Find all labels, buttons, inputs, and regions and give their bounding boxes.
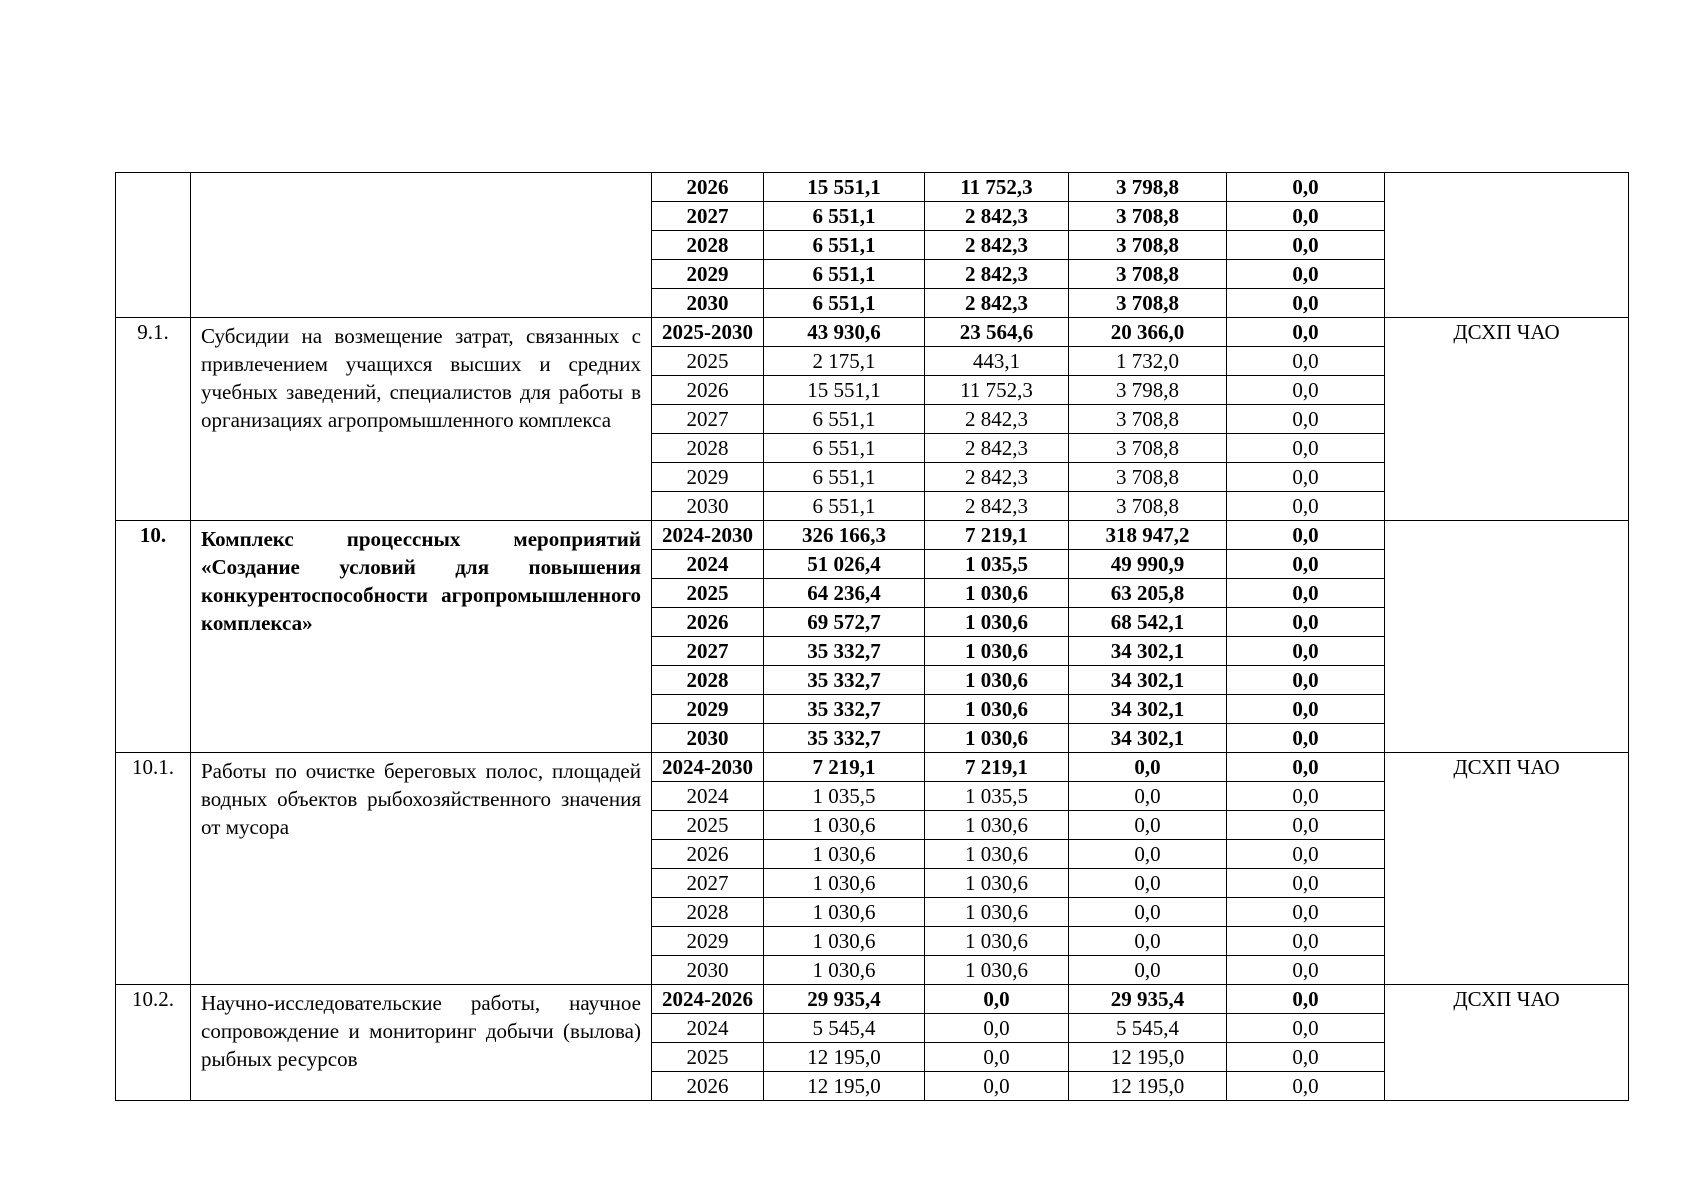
executor-cell: ДСХП ЧАО	[1385, 753, 1629, 985]
total-cell: 5 545,4	[764, 1014, 925, 1043]
source-3-cell: 0,0	[1227, 782, 1385, 811]
item-name: Научно-исследовательские работы, научное сопровождение и мониторинг добычи (вылова) рыбных ресурсов	[191, 985, 652, 1101]
source-2-cell: 3 798,8	[1069, 173, 1227, 202]
source-2-cell: 12 195,0	[1069, 1043, 1227, 1072]
year-cell: 2024-2026	[652, 985, 764, 1014]
source-3-cell: 0,0	[1227, 318, 1385, 347]
source-2-cell: 318 947,2	[1069, 521, 1227, 550]
item-name: Субсидии на возмещение затрат, связанных с привлечением учащихся высших и средних учебных заведений, специалистов для работы в организациях агропромышленного комплекса	[191, 318, 652, 521]
year-cell: 2029	[652, 260, 764, 289]
year-cell: 2026	[652, 173, 764, 202]
year-cell: 2025	[652, 347, 764, 376]
source-3-cell: 0,0	[1227, 347, 1385, 376]
source-1-cell: 2 842,3	[925, 289, 1069, 318]
table-row	[116, 521, 1629, 550]
source-2-cell: 5 545,4	[1069, 1014, 1227, 1043]
year-cell: 2028	[652, 666, 764, 695]
executor-cell: ДСХП ЧАО	[1385, 985, 1629, 1101]
source-1-cell: 23 564,6	[925, 318, 1069, 347]
total-cell: 326 166,3	[764, 521, 925, 550]
source-1-cell: 0,0	[925, 1043, 1069, 1072]
year-cell: 2024	[652, 550, 764, 579]
source-3-cell: 0,0	[1227, 231, 1385, 260]
source-3-cell: 0,0	[1227, 173, 1385, 202]
source-2-cell: 49 990,9	[1069, 550, 1227, 579]
total-cell: 6 551,1	[764, 434, 925, 463]
total-cell: 12 195,0	[764, 1043, 925, 1072]
source-2-cell: 1 732,0	[1069, 347, 1227, 376]
source-3-cell: 0,0	[1227, 608, 1385, 637]
source-2-cell: 34 302,1	[1069, 637, 1227, 666]
year-cell: 2026	[652, 608, 764, 637]
year-cell: 2029	[652, 927, 764, 956]
source-1-cell: 0,0	[925, 1014, 1069, 1043]
source-3-cell: 0,0	[1227, 1072, 1385, 1101]
source-2-cell: 29 935,4	[1069, 985, 1227, 1014]
year-cell: 2025	[652, 811, 764, 840]
total-cell: 51 026,4	[764, 550, 925, 579]
year-cell: 2028	[652, 434, 764, 463]
source-1-cell: 1 030,6	[925, 666, 1069, 695]
source-3-cell: 0,0	[1227, 666, 1385, 695]
source-1-cell: 1 030,6	[925, 927, 1069, 956]
year-cell: 2024	[652, 782, 764, 811]
source-3-cell: 0,0	[1227, 637, 1385, 666]
year-cell: 2027	[652, 202, 764, 231]
source-1-cell: 1 035,5	[925, 782, 1069, 811]
total-cell: 1 030,6	[764, 840, 925, 869]
item-number: 10.2.	[116, 985, 191, 1101]
year-cell: 2030	[652, 289, 764, 318]
total-cell: 6 551,1	[764, 463, 925, 492]
table-body	[116, 173, 1629, 1101]
source-1-cell: 1 030,6	[925, 695, 1069, 724]
source-1-cell: 0,0	[925, 1072, 1069, 1101]
total-cell: 1 030,6	[764, 927, 925, 956]
total-cell: 12 195,0	[764, 1072, 925, 1101]
source-3-cell: 0,0	[1227, 260, 1385, 289]
source-3-cell: 0,0	[1227, 927, 1385, 956]
source-1-cell: 1 030,6	[925, 637, 1069, 666]
total-cell: 43 930,6	[764, 318, 925, 347]
source-2-cell: 0,0	[1069, 782, 1227, 811]
source-2-cell: 3 708,8	[1069, 463, 1227, 492]
source-1-cell: 2 842,3	[925, 492, 1069, 521]
year-cell: 2025	[652, 1043, 764, 1072]
source-3-cell: 0,0	[1227, 840, 1385, 869]
source-2-cell: 34 302,1	[1069, 695, 1227, 724]
source-3-cell: 0,0	[1227, 811, 1385, 840]
source-3-cell: 0,0	[1227, 724, 1385, 753]
source-2-cell: 3 708,8	[1069, 289, 1227, 318]
total-cell: 29 935,4	[764, 985, 925, 1014]
year-cell: 2027	[652, 637, 764, 666]
source-1-cell: 1 030,6	[925, 579, 1069, 608]
source-1-cell: 2 842,3	[925, 405, 1069, 434]
year-cell: 2030	[652, 492, 764, 521]
source-3-cell: 0,0	[1227, 405, 1385, 434]
source-3-cell: 0,0	[1227, 463, 1385, 492]
year-cell: 2029	[652, 695, 764, 724]
total-cell: 6 551,1	[764, 260, 925, 289]
total-cell: 15 551,1	[764, 376, 925, 405]
table-row	[116, 318, 1629, 347]
total-cell: 35 332,7	[764, 724, 925, 753]
executor-cell: ДСХП ЧАО	[1385, 318, 1629, 521]
source-3-cell: 0,0	[1227, 289, 1385, 318]
source-2-cell: 0,0	[1069, 956, 1227, 985]
total-cell: 6 551,1	[764, 202, 925, 231]
source-2-cell: 0,0	[1069, 869, 1227, 898]
source-1-cell: 1 030,6	[925, 811, 1069, 840]
source-3-cell: 0,0	[1227, 1014, 1385, 1043]
total-cell: 6 551,1	[764, 231, 925, 260]
source-2-cell: 68 542,1	[1069, 608, 1227, 637]
source-3-cell: 0,0	[1227, 521, 1385, 550]
source-1-cell: 2 842,3	[925, 231, 1069, 260]
total-cell: 35 332,7	[764, 695, 925, 724]
source-1-cell: 0,0	[925, 985, 1069, 1014]
total-cell: 1 030,6	[764, 869, 925, 898]
year-cell: 2029	[652, 463, 764, 492]
total-cell: 6 551,1	[764, 492, 925, 521]
year-cell: 2024	[652, 1014, 764, 1043]
source-2-cell: 3 708,8	[1069, 434, 1227, 463]
total-cell: 15 551,1	[764, 173, 925, 202]
total-cell: 6 551,1	[764, 405, 925, 434]
source-3-cell: 0,0	[1227, 202, 1385, 231]
table-row	[116, 173, 1629, 202]
total-cell: 1 035,5	[764, 782, 925, 811]
source-3-cell: 0,0	[1227, 869, 1385, 898]
total-cell: 64 236,4	[764, 579, 925, 608]
item-name	[191, 173, 652, 318]
year-cell: 2028	[652, 898, 764, 927]
source-2-cell: 0,0	[1069, 927, 1227, 956]
year-cell: 2025-2030	[652, 318, 764, 347]
total-cell: 35 332,7	[764, 666, 925, 695]
source-3-cell: 0,0	[1227, 376, 1385, 405]
executor-cell	[1385, 521, 1629, 753]
source-3-cell: 0,0	[1227, 985, 1385, 1014]
source-1-cell: 11 752,3	[925, 173, 1069, 202]
item-number: 10.	[116, 521, 191, 753]
year-cell: 2028	[652, 231, 764, 260]
table-row	[116, 753, 1629, 782]
budget-table	[115, 172, 1629, 1101]
source-2-cell: 0,0	[1069, 811, 1227, 840]
source-3-cell: 0,0	[1227, 898, 1385, 927]
source-2-cell: 0,0	[1069, 898, 1227, 927]
source-3-cell: 0,0	[1227, 753, 1385, 782]
source-2-cell: 0,0	[1069, 840, 1227, 869]
source-1-cell: 7 219,1	[925, 753, 1069, 782]
source-2-cell: 12 195,0	[1069, 1072, 1227, 1101]
source-2-cell: 0,0	[1069, 753, 1227, 782]
source-1-cell: 2 842,3	[925, 260, 1069, 289]
item-number	[116, 173, 191, 318]
year-cell: 2030	[652, 724, 764, 753]
source-1-cell: 1 030,6	[925, 869, 1069, 898]
source-3-cell: 0,0	[1227, 492, 1385, 521]
total-cell: 1 030,6	[764, 956, 925, 985]
total-cell: 7 219,1	[764, 753, 925, 782]
source-2-cell: 34 302,1	[1069, 666, 1227, 695]
source-1-cell: 2 842,3	[925, 202, 1069, 231]
year-cell: 2024-2030	[652, 521, 764, 550]
total-cell: 35 332,7	[764, 637, 925, 666]
source-2-cell: 3 708,8	[1069, 231, 1227, 260]
item-number: 10.1.	[116, 753, 191, 985]
source-3-cell: 0,0	[1227, 434, 1385, 463]
source-1-cell: 2 842,3	[925, 434, 1069, 463]
year-cell: 2026	[652, 840, 764, 869]
source-1-cell: 1 030,6	[925, 898, 1069, 927]
source-1-cell: 1 030,6	[925, 724, 1069, 753]
table-row	[116, 985, 1629, 1014]
year-cell: 2024-2030	[652, 753, 764, 782]
item-name: Работы по очистке береговых полос, площадей водных объектов рыбохозяйственного значения от мусора	[191, 753, 652, 985]
year-cell: 2027	[652, 869, 764, 898]
source-1-cell: 11 752,3	[925, 376, 1069, 405]
source-2-cell: 63 205,8	[1069, 579, 1227, 608]
total-cell: 1 030,6	[764, 811, 925, 840]
source-1-cell: 443,1	[925, 347, 1069, 376]
total-cell: 1 030,6	[764, 898, 925, 927]
year-cell: 2030	[652, 956, 764, 985]
source-2-cell: 34 302,1	[1069, 724, 1227, 753]
source-2-cell: 20 366,0	[1069, 318, 1227, 347]
source-2-cell: 3 798,8	[1069, 376, 1227, 405]
source-1-cell: 1 030,6	[925, 840, 1069, 869]
source-2-cell: 3 708,8	[1069, 492, 1227, 521]
source-1-cell: 1 030,6	[925, 956, 1069, 985]
source-1-cell: 1 030,6	[925, 608, 1069, 637]
year-cell: 2027	[652, 405, 764, 434]
source-3-cell: 0,0	[1227, 956, 1385, 985]
source-3-cell: 0,0	[1227, 695, 1385, 724]
total-cell: 2 175,1	[764, 347, 925, 376]
source-1-cell: 2 842,3	[925, 463, 1069, 492]
item-name: Комплекс процессных мероприятий «Создание условий для повышения конкурентоспособности агропромышленного комплекса»	[191, 521, 652, 753]
source-3-cell: 0,0	[1227, 579, 1385, 608]
source-1-cell: 7 219,1	[925, 521, 1069, 550]
source-2-cell: 3 708,8	[1069, 260, 1227, 289]
executor-cell	[1385, 173, 1629, 318]
total-cell: 6 551,1	[764, 289, 925, 318]
source-1-cell: 1 035,5	[925, 550, 1069, 579]
source-2-cell: 3 708,8	[1069, 202, 1227, 231]
source-3-cell: 0,0	[1227, 550, 1385, 579]
year-cell: 2026	[652, 1072, 764, 1101]
item-number: 9.1.	[116, 318, 191, 521]
source-3-cell: 0,0	[1227, 1043, 1385, 1072]
year-cell: 2026	[652, 376, 764, 405]
total-cell: 69 572,7	[764, 608, 925, 637]
source-2-cell: 3 708,8	[1069, 405, 1227, 434]
year-cell: 2025	[652, 579, 764, 608]
